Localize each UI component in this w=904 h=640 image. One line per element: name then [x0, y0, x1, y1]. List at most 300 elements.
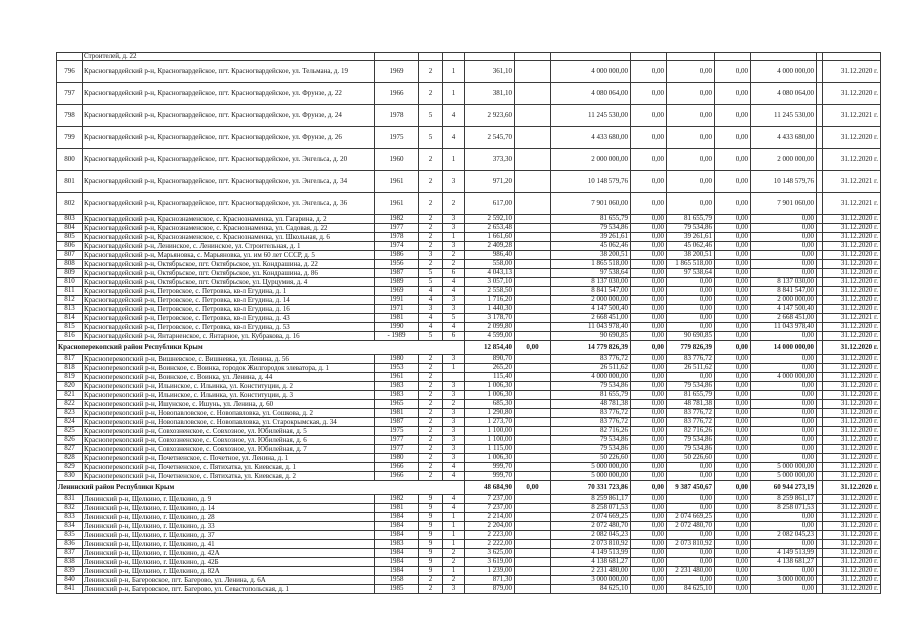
- total-cost-cell: 8 841 547,00: [551, 287, 631, 296]
- entrances-cell: 3: [443, 409, 465, 418]
- table-row: [57, 242, 881, 251]
- year-built-cell: 1981: [375, 504, 419, 513]
- entrances-cell: 6: [443, 332, 465, 341]
- entrances-cell: 3: [443, 445, 465, 454]
- section-total-cell: 70 331 723,86: [551, 481, 631, 495]
- fund-share-cell: 0,00: [631, 224, 667, 233]
- owners-funds-cell: 0,00: [751, 409, 817, 418]
- entrances-cell: 4: [443, 472, 465, 481]
- local-budget-cell: 0,00: [715, 567, 751, 576]
- republic-budget-cell: 39 261,61: [667, 233, 715, 242]
- republic-budget-cell: 0,00: [667, 531, 715, 540]
- section-name-cell: Красноперекопский район Республики Крым: [57, 341, 465, 355]
- entrances-cell: 3: [443, 224, 465, 233]
- floors-cell: 5: [419, 278, 443, 287]
- floors-cell: 3: [419, 251, 443, 260]
- owners-funds-cell: 0,00: [751, 251, 817, 260]
- table-row: [57, 567, 881, 576]
- section-area-nb-cell: 0,00: [515, 341, 551, 355]
- entrances-cell: 3: [443, 418, 465, 427]
- row-number-cell: 822: [57, 400, 83, 409]
- total-cost-cell: 4 138 681,27: [551, 558, 631, 567]
- area-nb-cell: [515, 171, 551, 193]
- year-built-cell: 1974: [375, 242, 419, 251]
- local-budget-cell: 0,00: [715, 463, 751, 472]
- floors-cell: 2: [419, 454, 443, 463]
- area-cell: 890,70: [465, 355, 515, 364]
- address-cell: Красноперекопский р-н, Вишневское, с. Вишневка, ул. Ленина, д. 56: [83, 355, 375, 364]
- table-row: [57, 215, 881, 224]
- area-cell: 2 923,60: [465, 105, 515, 127]
- address-cell: Красноперекопский р-н, Почетненское, с. Почетное, ул. Ленина, д. 1: [83, 454, 375, 463]
- area-nb-cell: [515, 463, 551, 472]
- owners-funds-cell: 5 000 000,00: [751, 463, 817, 472]
- entrances-cell: 2: [443, 558, 465, 567]
- floors-cell: 9: [419, 513, 443, 522]
- floors-cell: 4: [419, 287, 443, 296]
- area-nb-cell: [515, 522, 551, 531]
- deadline-cell: 31.12.2020 г.: [823, 61, 881, 83]
- area-nb-cell: [515, 364, 551, 373]
- area-nb-cell: [515, 436, 551, 445]
- total-cost-cell: 2 231 480,00: [551, 567, 631, 576]
- fund-share-cell: 0,00: [631, 260, 667, 269]
- area-nb-cell: [515, 504, 551, 513]
- fund-share-cell: 0,00: [631, 105, 667, 127]
- year-built-cell: 1983: [375, 382, 419, 391]
- area-nb-cell: [515, 323, 551, 332]
- year-built-cell: 1965: [375, 400, 419, 409]
- table-row: [57, 233, 881, 242]
- table-row: [57, 427, 881, 436]
- total-cost-cell: 45 062,46: [551, 242, 631, 251]
- table-row: [57, 224, 881, 233]
- owners-funds-cell: 11 245 530,00: [751, 105, 817, 127]
- deadline-cell: 31.12.2020 г.: [823, 278, 881, 287]
- deadline-cell: 31.12.2020 г.: [823, 576, 881, 585]
- area-cell: 999,70: [465, 463, 515, 472]
- floors-cell: 2: [419, 171, 443, 193]
- deadline-cell: 31.12.2020 г.: [823, 445, 881, 454]
- table-row: [57, 576, 881, 585]
- local-budget-cell: 0,00: [715, 513, 751, 522]
- owners-funds-cell: 0,00: [751, 269, 817, 278]
- address-cell: Красногвардейский р-н, Ленинское, с. Ленинское, ул. Строительная, д. 1: [83, 242, 375, 251]
- section-deadline-cell: 31.12.2020 г.: [823, 341, 881, 355]
- address-cell: Красногвардейский р-н, Петровское, с. Петровка, кв-л Егудина, д. 1: [83, 287, 375, 296]
- year-built-cell: 1991: [375, 296, 419, 305]
- republic-budget-cell: 0,00: [667, 463, 715, 472]
- area-cell: 1 440,30: [465, 305, 515, 314]
- section-header-row: [57, 481, 881, 495]
- address-cell: Красногвардейский р-н, Петровское, с. Петровка, кв-л Егудина, д. 43: [83, 314, 375, 323]
- fund-share-cell: 0,00: [631, 323, 667, 332]
- entrances-cell: 5: [443, 314, 465, 323]
- fund-share-cell: 0,00: [631, 522, 667, 531]
- year-built-cell: 1983: [375, 540, 419, 549]
- table-row: [57, 522, 881, 531]
- total-cost-cell: 81 655,79: [551, 391, 631, 400]
- area-cell: 7 237,00: [465, 504, 515, 513]
- table-row: [57, 531, 881, 540]
- republic-budget-cell: 0,00: [667, 296, 715, 305]
- area-nb-cell: [515, 495, 551, 504]
- year-built-cell: 1982: [375, 215, 419, 224]
- owners-funds-cell: 0,00: [751, 567, 817, 576]
- entrances-cell: 4: [443, 495, 465, 504]
- local-budget-cell: 0,00: [715, 472, 751, 481]
- deadline-cell: 31.12.2020 г.: [823, 242, 881, 251]
- fund-share-cell: 0,00: [631, 418, 667, 427]
- table-row: [57, 287, 881, 296]
- fund-share-cell: 0,00: [631, 305, 667, 314]
- year-built-cell: 1960: [375, 149, 419, 171]
- fund-share-cell: 0,00: [631, 127, 667, 149]
- local-budget-cell: 0,00: [715, 427, 751, 436]
- owners-funds-cell: 4 149 513,99: [751, 549, 817, 558]
- area-nb-cell: [515, 127, 551, 149]
- table-row: [57, 373, 881, 382]
- entrances-cell: 2: [443, 400, 465, 409]
- republic-budget-cell: 0,00: [667, 127, 715, 149]
- local-budget-cell: 0,00: [715, 242, 751, 251]
- deadline-cell: 31.12.2020 г.: [823, 495, 881, 504]
- local-budget-cell: 0,00: [715, 400, 751, 409]
- deadline-cell: 31.12.2020 г.: [823, 83, 881, 105]
- total-cost-cell: 83 776,72: [551, 418, 631, 427]
- year-built-cell: 1961: [375, 373, 419, 382]
- row-number-cell: 839: [57, 567, 83, 576]
- local-budget-cell: 0,00: [715, 278, 751, 287]
- table-row: [57, 61, 881, 83]
- address-cell: Красноперекопский р-н, Почетненское, с. Пятихатка, ул. Киевская, д. 1: [83, 463, 375, 472]
- floors-cell: 2: [419, 224, 443, 233]
- republic-budget-cell: 83 776,72: [667, 418, 715, 427]
- owners-funds-cell: 0,00: [751, 427, 817, 436]
- area-nb-cell: [515, 585, 551, 594]
- total-cost-cell: 79 534,86: [551, 224, 631, 233]
- deadline-cell: 31.12.2020 г.: [823, 305, 881, 314]
- republic-budget-cell: 81 655,79: [667, 391, 715, 400]
- deadline-cell: 31.12.2020 г.: [823, 391, 881, 400]
- owners-funds-cell: 7 901 060,00: [751, 193, 817, 215]
- deadline-cell: 31.12.2020 г.: [823, 323, 881, 332]
- entrances-cell: 1: [443, 364, 465, 373]
- republic-budget-cell: 0,00: [667, 495, 715, 504]
- local-budget-cell: 0,00: [715, 83, 751, 105]
- area-cell: 3 619,00: [465, 558, 515, 567]
- republic-budget-cell: 0,00: [667, 193, 715, 215]
- section-area-nb-cell: 0,00: [515, 481, 551, 495]
- row-number-cell: 836: [57, 540, 83, 549]
- area-nb-cell: [515, 531, 551, 540]
- floors-cell: 2: [419, 585, 443, 594]
- owners-funds-cell: 0,00: [751, 224, 817, 233]
- floors-cell: 9: [419, 504, 443, 513]
- entrances-cell: 3: [443, 355, 465, 364]
- local-budget-cell: 0,00: [715, 522, 751, 531]
- row-number-cell: 841: [57, 585, 83, 594]
- deadline-cell: 31.12.2020 г.: [823, 567, 881, 576]
- area-cell: 7 237,00: [465, 495, 515, 504]
- floors-cell: 5: [419, 127, 443, 149]
- row-number-cell: 813: [57, 305, 83, 314]
- table-row: [57, 355, 881, 364]
- area-cell: 4 599,00: [465, 332, 515, 341]
- row-number-cell: 796: [57, 61, 83, 83]
- fund-share-cell: 0,00: [631, 314, 667, 323]
- area-nb-cell: [515, 314, 551, 323]
- entrances-cell: 1: [443, 522, 465, 531]
- owners-funds-cell: 4 433 680,00: [751, 127, 817, 149]
- row-number-cell: 819: [57, 373, 83, 382]
- area-cell: 1 100,00: [465, 427, 515, 436]
- fund-share-cell: 0,00: [631, 495, 667, 504]
- address-cell: Красногвардейский р-н, Марьяновка, с. Марьяновка, ул. им 60 лет СССР, д. 5: [83, 251, 375, 260]
- republic-budget-cell: [667, 53, 715, 61]
- republic-budget-cell: 0,00: [667, 171, 715, 193]
- row-number-cell: 810: [57, 278, 83, 287]
- local-budget-cell: 0,00: [715, 495, 751, 504]
- total-cost-cell: 4 147 500,40: [551, 305, 631, 314]
- entrances-cell: [443, 373, 465, 382]
- entrances-cell: 1: [443, 149, 465, 171]
- section-name-cell: Ленинский район Республики Крым: [57, 481, 465, 495]
- republic-budget-cell: 50 226,60: [667, 454, 715, 463]
- local-budget-cell: 0,00: [715, 260, 751, 269]
- total-cost-cell: 4 000 000,00: [551, 373, 631, 382]
- floors-cell: 2: [419, 391, 443, 400]
- total-cost-cell: 11 245 530,00: [551, 105, 631, 127]
- area-nb-cell: [515, 251, 551, 260]
- floors-cell: 2: [419, 83, 443, 105]
- local-budget-cell: [715, 53, 751, 61]
- row-number-cell: 834: [57, 522, 83, 531]
- area-cell: 2 214,00: [465, 513, 515, 522]
- deadline-cell: 31.12.2020 г.: [823, 287, 881, 296]
- area-nb-cell: [515, 472, 551, 481]
- owners-funds-cell: 3 000 000,00: [751, 576, 817, 585]
- total-cost-cell: 39 261,61: [551, 233, 631, 242]
- entrances-cell: 3: [443, 585, 465, 594]
- fund-share-cell: 0,00: [631, 296, 667, 305]
- republic-budget-cell: 0,00: [667, 149, 715, 171]
- deadline-cell: 31.12.2020 г.: [823, 382, 881, 391]
- floors-cell: 2: [419, 472, 443, 481]
- area-nb-cell: [515, 427, 551, 436]
- floors-cell: 2: [419, 373, 443, 382]
- address-cell: Красноперекопский р-н, Воинское, с. Воинка, городок Жилгородок элеватора, д. 1: [83, 364, 375, 373]
- entrances-cell: 3: [443, 382, 465, 391]
- address-cell: Красноперекопский р-н, Совхозненское, с. Совхозное, ул. Юбилейная, д. 7: [83, 445, 375, 454]
- total-cost-cell: 79 534,86: [551, 436, 631, 445]
- address-cell: Красногвардейский р-н, Краснознаменское, с. Краснознаменка, ул. Садовая, д. 22: [83, 224, 375, 233]
- entrances-cell: 3: [443, 171, 465, 193]
- area-cell: 1 006,30: [465, 382, 515, 391]
- year-built-cell: 1983: [375, 391, 419, 400]
- table-row: [57, 418, 881, 427]
- year-built-cell: 1987: [375, 418, 419, 427]
- republic-budget-cell: 0,00: [667, 549, 715, 558]
- year-built-cell: 1989: [375, 278, 419, 287]
- address-cell: Красноперекопский р-н, Воинское, с. Воинка, ул. Ленина, д. 44: [83, 373, 375, 382]
- area-cell: 999,70: [465, 472, 515, 481]
- owners-funds-cell: 0,00: [751, 436, 817, 445]
- year-built-cell: [375, 53, 419, 61]
- deadline-cell: 31.12.2020 г.: [823, 400, 881, 409]
- section-local-cell: 0,00: [715, 341, 751, 355]
- area-nb-cell: [515, 558, 551, 567]
- row-number-cell: 829: [57, 463, 83, 472]
- owners-funds-cell: 0,00: [751, 513, 817, 522]
- area-nb-cell: [515, 269, 551, 278]
- fund-share-cell: 0,00: [631, 472, 667, 481]
- owners-funds-cell: 0,00: [751, 233, 817, 242]
- table-row: [57, 364, 881, 373]
- floors-cell: 3: [419, 305, 443, 314]
- local-budget-cell: 0,00: [715, 149, 751, 171]
- row-number-cell: 830: [57, 472, 83, 481]
- fund-share-cell: [631, 53, 667, 61]
- table-row: [57, 495, 881, 504]
- deadline-cell: 31.12.2020 г.: [823, 454, 881, 463]
- area-cell: 2 223,00: [465, 531, 515, 540]
- address-cell: Ленинский р-н, Щелкино, г. Щелкино, д. 9: [83, 495, 375, 504]
- owners-funds-cell: 0,00: [751, 355, 817, 364]
- entrances-cell: 1: [443, 567, 465, 576]
- year-built-cell: 1969: [375, 61, 419, 83]
- entrances-cell: 2: [443, 260, 465, 269]
- republic-budget-cell: 0,00: [667, 373, 715, 382]
- entrances-cell: 1: [443, 233, 465, 242]
- table-row: [57, 585, 881, 594]
- address-cell: Ленинский р-н, Щелкино, г. Щелкино, д. 42Б: [83, 558, 375, 567]
- year-built-cell: 1984: [375, 513, 419, 522]
- table-row: [57, 463, 881, 472]
- deadline-cell: 31.12.2020 г.: [823, 436, 881, 445]
- fund-share-cell: 0,00: [631, 391, 667, 400]
- deadline-cell: 31.12.2020 г.: [823, 269, 881, 278]
- row-number-cell: 801: [57, 171, 83, 193]
- area-nb-cell: [515, 61, 551, 83]
- area-cell: 3 178,70: [465, 314, 515, 323]
- area-nb-cell: [515, 215, 551, 224]
- total-cost-cell: 8 258 071,53: [551, 504, 631, 513]
- floors-cell: 2: [419, 260, 443, 269]
- floors-cell: 2: [419, 355, 443, 364]
- area-nb-cell: [515, 193, 551, 215]
- address-cell: Красноперекопский р-н, Ишунское, с. Ишунь, ул. Ленина, д. 60: [83, 400, 375, 409]
- area-nb-cell: [515, 513, 551, 522]
- area-cell: 373,30: [465, 149, 515, 171]
- year-built-cell: 1956: [375, 260, 419, 269]
- row-number-cell: 814: [57, 314, 83, 323]
- area-cell: [465, 53, 515, 61]
- total-cost-cell: 83 776,72: [551, 355, 631, 364]
- fund-share-cell: 0,00: [631, 409, 667, 418]
- year-built-cell: 1987: [375, 269, 419, 278]
- total-cost-cell: 82 716,26: [551, 427, 631, 436]
- local-budget-cell: 0,00: [715, 105, 751, 127]
- local-budget-cell: 0,00: [715, 391, 751, 400]
- owners-funds-cell: 4 080 064,00: [751, 83, 817, 105]
- total-cost-cell: 2 072 480,70: [551, 522, 631, 531]
- local-budget-cell: 0,00: [715, 531, 751, 540]
- floors-cell: 9: [419, 567, 443, 576]
- housing-registry-table: [56, 52, 881, 594]
- local-budget-cell: 0,00: [715, 373, 751, 382]
- row-number-cell: 812: [57, 296, 83, 305]
- entrances-cell: 4: [443, 463, 465, 472]
- row-number-cell: [57, 53, 83, 61]
- area-nb-cell: [515, 296, 551, 305]
- fund-share-cell: 0,00: [631, 171, 667, 193]
- area-cell: 971,20: [465, 171, 515, 193]
- row-number-cell: 815: [57, 323, 83, 332]
- total-cost-cell: 48 781,38: [551, 400, 631, 409]
- address-cell: Красногвардейский р-н, Красногвардейское, пгт. Красногвардейское, ул. Тельмана, д. 19: [83, 61, 375, 83]
- local-budget-cell: 0,00: [715, 224, 751, 233]
- year-built-cell: 1978: [375, 105, 419, 127]
- entrances-cell: 4: [443, 127, 465, 149]
- floors-cell: 4: [419, 314, 443, 323]
- area-cell: 2 222,00: [465, 540, 515, 549]
- row-number-cell: 821: [57, 391, 83, 400]
- row-number-cell: 820: [57, 382, 83, 391]
- republic-budget-cell: 2 073 810,92: [667, 540, 715, 549]
- table-row: [57, 53, 881, 61]
- floors-cell: [419, 53, 443, 61]
- entrances-cell: [443, 53, 465, 61]
- total-cost-cell: 38 200,51: [551, 251, 631, 260]
- entrances-cell: 3: [443, 391, 465, 400]
- table-row: [57, 314, 881, 323]
- address-cell: Красноперекопский р-н, Ильинское, с. Ильинка, ул. Конституции, д. 3: [83, 391, 375, 400]
- owners-funds-cell: 4 138 681,27: [751, 558, 817, 567]
- area-nb-cell: [515, 83, 551, 105]
- fund-share-cell: 0,00: [631, 549, 667, 558]
- row-number-cell: 823: [57, 409, 83, 418]
- total-cost-cell: 8 259 861,17: [551, 495, 631, 504]
- local-budget-cell: 0,00: [715, 558, 751, 567]
- row-number-cell: 835: [57, 531, 83, 540]
- area-nb-cell: [515, 454, 551, 463]
- table-row: [57, 454, 881, 463]
- local-budget-cell: 0,00: [715, 251, 751, 260]
- republic-budget-cell: 84 625,10: [667, 585, 715, 594]
- owners-funds-cell: 2 000 000,00: [751, 149, 817, 171]
- total-cost-cell: 26 511,62: [551, 364, 631, 373]
- section-header-row: [57, 341, 881, 355]
- area-nb-cell: [515, 576, 551, 585]
- republic-budget-cell: 0,00: [667, 323, 715, 332]
- area-nb-cell: [515, 549, 551, 558]
- entrances-cell: 1: [443, 83, 465, 105]
- year-built-cell: 1966: [375, 472, 419, 481]
- republic-budget-cell: 0,00: [667, 576, 715, 585]
- republic-budget-cell: 83 776,72: [667, 409, 715, 418]
- address-cell: Ленинский р-н, Щелкино, г. Щелкино, д. 14: [83, 504, 375, 513]
- owners-funds-cell: 0,00: [751, 364, 817, 373]
- owners-funds-cell: 5 000 000,00: [751, 472, 817, 481]
- total-cost-cell: 4 000 000,00: [551, 61, 631, 83]
- section-republic-cell: 779 826,39: [667, 341, 715, 355]
- year-built-cell: 1982: [375, 495, 419, 504]
- row-number-cell: 818: [57, 364, 83, 373]
- year-built-cell: 1984: [375, 522, 419, 531]
- row-number-cell: 803: [57, 215, 83, 224]
- address-cell: Красногвардейский р-н, Янтарненское, с. Янтарное, ул. Кубракова, д. 16: [83, 332, 375, 341]
